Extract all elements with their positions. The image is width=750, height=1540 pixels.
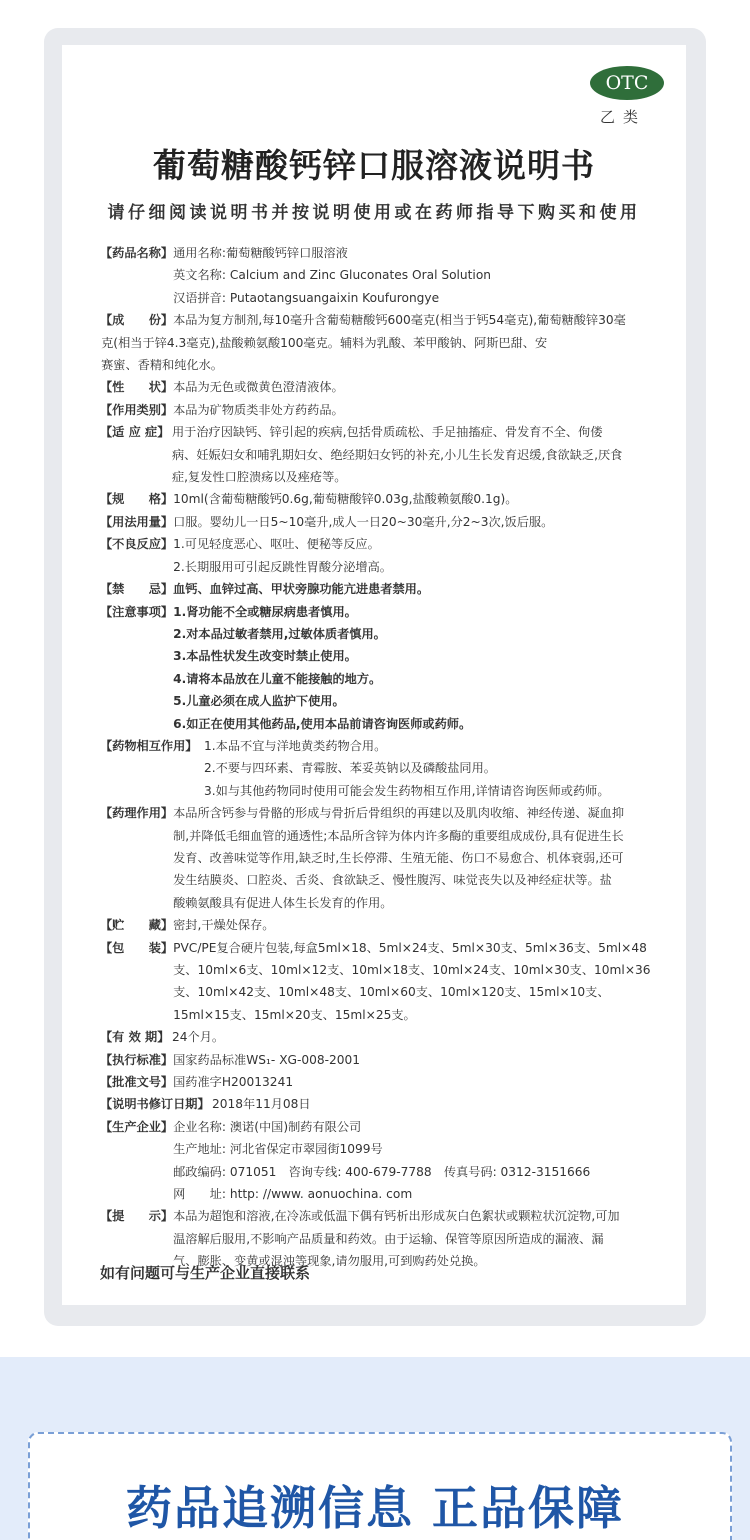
section-line: 3.本品性状发生改变时禁止使用。 [173,649,357,664]
section-line: 支、10ml×6支、10ml×12支、10ml×18支、10ml×24支、10ml×30支、10ml×36 [173,963,651,977]
section-label: 【禁 忌】 [100,582,174,597]
section-label: 【成 份】 [100,313,174,328]
section-line: 症,复发性口腔溃疡以及痤疮等。 [172,470,347,485]
section-line: 本品为矿物质类非处方药药品。 [173,402,344,417]
section-line: 3.如与其他药物同时使用可能会发生药物相互作用,详情请咨询医师或药师。 [204,783,610,798]
section-validity [100,1026,660,1048]
section-line: 英文名称: Calcium and Zinc Gluconates Oral Solution [173,268,491,283]
section-line: 15ml×15支、15ml×20支、15ml×25支。 [173,1007,416,1022]
section-line: 2.不要与四环素、青霉胺、苯妥英钠以及磷酸盐同用。 [204,761,496,776]
leaflet-title: 葡萄糖酸钙锌口服溶液说明书 [153,146,595,185]
section-line: 国家药品标准WS₁- XG-008-2001 [173,1052,361,1067]
section-label: 【性 状】 [100,380,174,395]
section-composition [100,309,660,376]
section-package [100,937,660,1027]
section-indications [100,421,660,488]
section-line: 用于治疗因缺钙、锌引起的疾病,包括骨质疏松、手足抽搐症、骨发育不全、佝偻 [172,425,603,440]
section-line: 6.如正在使用其他药品,使用本品前请咨询医师或药师。 [173,716,472,731]
leaflet-subtitle: 请仔细阅读说明书并按说明使用或在药师指导下购买和使用 [107,203,641,223]
section-label: 【注意事项】 [100,604,174,619]
section-approval [100,1071,660,1093]
section-storage [100,914,660,936]
section-line: 制,并降低毛细血管的通透性;本品所含锌为体内许多酶的重要组成成份,具有促进生长 [173,828,624,843]
section-line: 10ml(含葡萄糖酸钙0.6g,葡萄糖酸锌0.03g,盐酸赖氨酸0.1g)。 [173,492,518,507]
section-adverse [100,533,660,578]
contact-note: 如有问题可与生产企业直接联系 [100,1264,311,1282]
section-label: 【规 格】 [100,492,174,507]
section-label: 【贮 藏】 [100,918,174,933]
section-line: 本品为无色或微黄色澄清液体。 [173,380,344,395]
section-line: 赛蜜、香精和纯化水。 [101,358,223,373]
section-line: 酸赖氨酸具有促进人体生长发育的作用。 [173,895,393,910]
section-line: 温溶解后服用,不影响产品质量和药效。由于运输、保管等原因所造成的漏液、漏 [173,1231,604,1246]
section-line: 网 址: http: //www. aonuochina. com [173,1187,413,1202]
section-label: 【执行标准】 [100,1052,174,1067]
section-label: 【作用类别】 [100,402,174,417]
section-label: 【用法用量】 [100,514,174,529]
section-spec [100,488,660,510]
section-label: 【生产企业】 [100,1119,174,1134]
section-label: 【适 应 症】 [100,425,170,440]
section-interactions [100,735,660,802]
section-line: 2018年11月08日 [212,1097,311,1112]
otc-badge: OTC [590,66,664,100]
section-manufacturer [100,1116,660,1206]
section-label: 【批准文号】 [100,1075,174,1090]
section-properties [100,376,660,398]
section-precautions [100,601,660,735]
section-label: 【说明书修订日期】 [100,1097,210,1112]
section-line: 病、妊娠妇女和哺乳期妇女、绝经期妇女钙的补充,小儿生长发育迟缓,食欲缺乏,厌食 [172,447,623,462]
section-standard [100,1049,660,1071]
section-line: 血钙、血锌过高、甲状旁腺功能亢进患者禁用。 [173,582,430,597]
section-category [100,399,660,421]
section-label: 【提 示】 [100,1209,174,1224]
trace-banner-title: 药品追溯信息 正品保障 [125,1481,624,1535]
section-label: 【药物相互作用】 [100,738,198,753]
section-revision [100,1093,660,1115]
section-line: 口服。婴幼儿一日5~10毫升,成人一日20~30毫升,分2~3次,饭后服。 [173,514,554,529]
section-line: 发生结膜炎、口腔炎、舌炎、食欲缺乏、慢性腹泻、味觉丧失以及神经症状等。盐 [173,873,612,888]
section-label: 【药品名称】 [100,246,174,260]
section-line: 本品为超饱和溶液,在冷冻或低温下偶有钙析出形成灰白色絮状或颗粒状沉淀物,可加 [173,1209,620,1224]
section-line: 1.肾功能不全或糖尿病患者慎用。 [173,604,357,619]
section-line: 通用名称:葡萄糖酸钙锌口服溶液 [173,246,348,260]
section-line: 生产地址: 河北省保定市翠园街1099号 [173,1142,383,1157]
section-name [100,242,660,309]
section-line: 5.儿童必须在成人监护下使用。 [173,694,345,709]
section-label: 【包 装】 [100,940,174,955]
section-line: PVC/PE复合硬片包装,每盒5ml×18、5ml×24支、5ml×30支、5ml×36支、5ml×48 [173,940,647,955]
section-line: 2.长期服用可引起反跳性胃酸分泌增高。 [173,559,392,574]
leaflet-body [100,242,660,1273]
section-dosage [100,511,660,533]
section-line: 2.对本品过敏者禁用,过敏体质者慎用。 [173,626,386,641]
section-line: 本品为复方制剂,每10毫升含葡萄糖酸钙600毫克(相当于钙54毫克),葡萄糖酸锌30毫 [173,313,626,328]
section-label: 【有 效 期】 [100,1030,170,1045]
section-line: 4.请将本品放在儿童不能接触的地方。 [173,671,382,686]
section-line: 克(相当于锌4.3毫克),盐酸赖氨酸100毫克。辅料为乳酸、苯甲酸钠、阿斯巴甜、安 [101,335,548,350]
section-line: 24个月。 [172,1030,225,1045]
section-line: 密封,干燥处保存。 [173,918,275,933]
section-line: 邮政编码: 071051 咨询专线: 400-679-7788 传真号码: 0312-3151666 [173,1164,591,1179]
section-contra [100,578,660,600]
section-line: 1.可见轻度恶心、呕吐、便秘等反应。 [173,537,380,552]
section-pharmacology [100,802,660,914]
section-line: 企业名称: 澳诺(中国)制药有限公司 [173,1119,362,1134]
section-label: 【不良反应】 [100,537,174,552]
section-line: 本品所含钙参与骨骼的形成与骨折后骨组织的再建以及肌肉收缩、神经传递、凝血抑 [173,806,625,821]
otc-class-label: 乙类 [600,108,647,126]
section-line: 气、膨胀、变黄或混浊等现象,请勿服用,可到购药处兑换。 [173,1254,486,1269]
section-line: 1.本品不宜与洋地黄类药物合用。 [204,738,387,753]
section-line: 国药准字H20013241 [173,1075,294,1090]
section-line: 支、10ml×42支、10ml×48支、10ml×60支、10ml×120支、15ml×10支、 [173,985,610,1000]
section-line: 发育、改善味觉等作用,缺乏时,生长停滞、生殖无能、伤口不易愈合、机体衰弱,还可 [173,850,624,865]
section-line: 汉语拼音: Putaotangsuangaixin Koufurongye [173,290,440,305]
section-label: 【药理作用】 [100,806,174,821]
